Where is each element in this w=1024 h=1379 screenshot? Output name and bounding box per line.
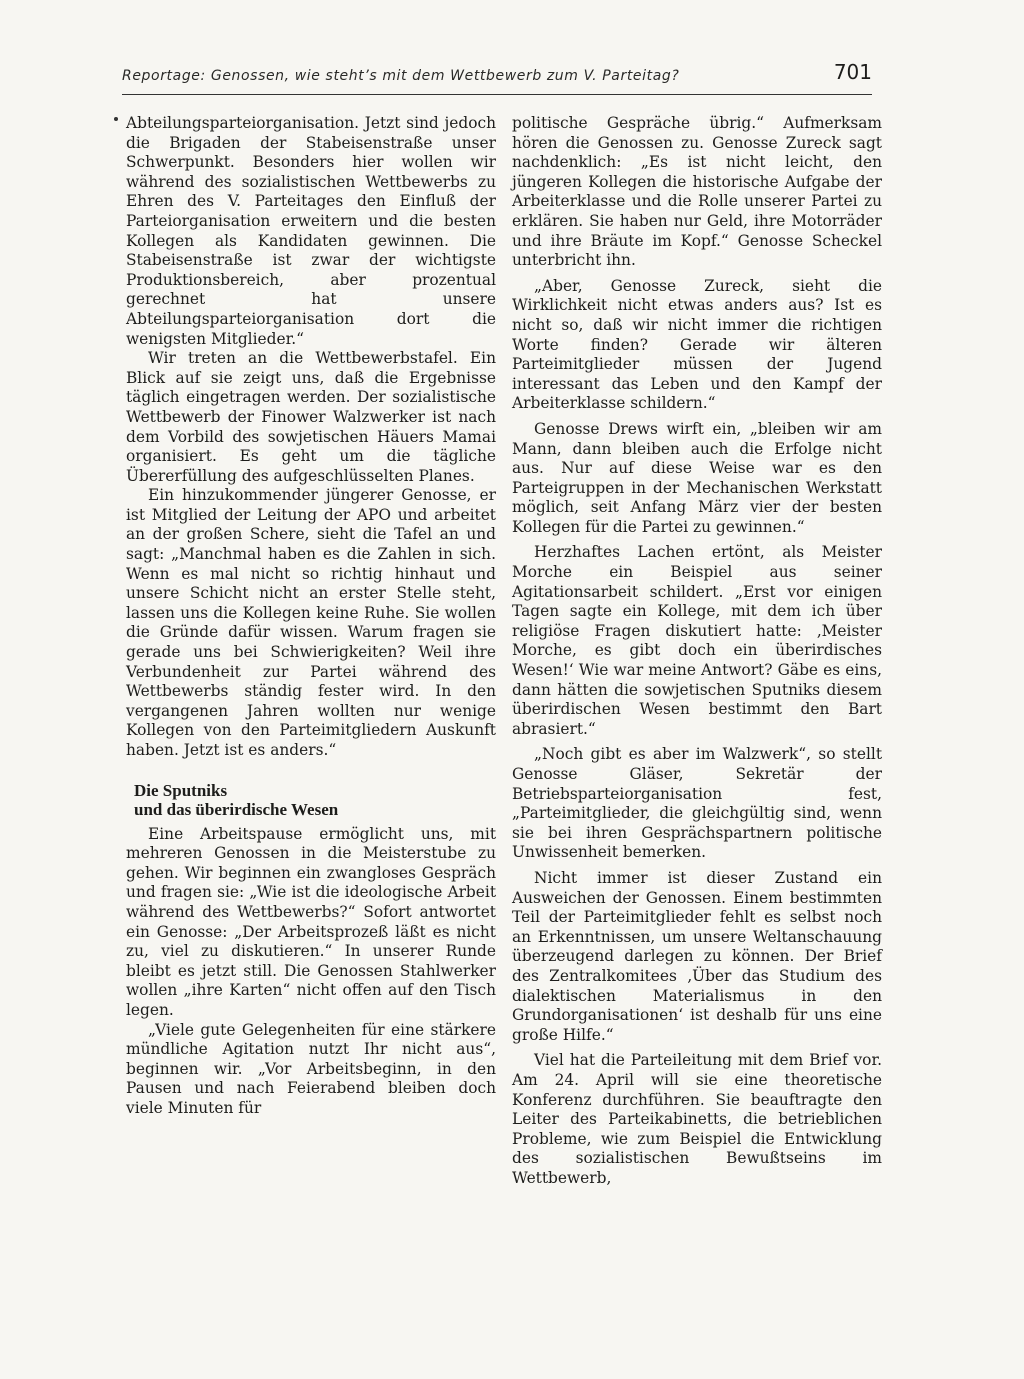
paragraph: Abteilungsparteiorganisation. Jetzt sind jedoch die Brigaden der Stabeisenstraße unser Schwerpunkt. Besonders hier wollen wir während des sozialistischen Wettbewerbs zu Ehren des V. Parteitages den Einfluß der Parteiorganisation erweitern und die besten Kollegen als Kandidaten gewinnen. Die Stabeisenstraße ist zwar der wichtigste Produktionsbereich, aber prozentual gerechnet hat unsere Abteilungsparteiorganisation dort die wenigsten Mitglieder.“ bbox=[126, 114, 496, 348]
paragraph: Nicht immer ist dieser Zustand ein Ausweichen der Genossen. Einem bestimmten Teil der Parteimitglieder fehlt es selbst noch an Erkenntnissen, um unsere Weltanschauung überzeugend darlegen zu können. Der Brief des Zentralkomitees ‚Über das Studium des dialektischen Materialismus in den Grundorganisationen‘ ist deshalb für uns eine große Hilfe.“ bbox=[512, 868, 882, 1044]
section-heading-line: und das überirdische Wesen bbox=[134, 799, 339, 819]
paragraph: Viel hat die Parteileitung mit dem Brief vor. Am 24. April will sie eine theoretische Konferenz durchführen. Sie beauftragte den Leiter des Parteikabinetts, die betrieblichen Probleme, wie zum Beispiel die Entwicklung des sozialistischen Bewußtseins im Wettbewerb, bbox=[512, 1051, 882, 1187]
paragraph: Wir treten an die Wettbewerbstafel. Ein Blick auf sie zeigt uns, daß die Ergebnisse täglich eingetragen werden. Der sozialistische Wettbewerb der Finower Walzwerker ist nach dem Vorbild des sowjetischen Häuers Mamai organisiert. Es geht um die tägliche Übererfüllung des aufgeschlüsselten Planes. bbox=[126, 349, 496, 485]
paragraph: Herzhaftes Lachen ertönt, als Meister Morche ein Beispiel aus seiner Agitationsarbeit schildert. „Erst vor einigen Tagen sagte ein Kollege, mit dem ich über religiöse Fragen diskutiert hatte: ‚Meister Morche, es gibt doch ein überirdisches Wesen!‘ Wie war meine Antwort? Gäbe es eins, dann hätten die sowjetischen Sputniks diesem überirdischen Wesen bestimmt den Bart abrasiert.“ bbox=[512, 543, 882, 738]
paragraph: politische Gespräche übrig.“ Aufmerksam hören die Genossen zu. Genosse Zureck sagt nachdenklich: „Es ist nicht leicht, den jüngeren Kollegen die historische Aufgabe der Arbeiterklasse und die Rolle unserer Partei zu erklären. Sie haben nur Geld, ihre Motorräder und ihre Bräute im Kopf.“ Genosse Scheckel unterbricht ihn. bbox=[512, 114, 882, 270]
paragraph: Eine Arbeitspause ermöglicht uns, mit mehreren Genossen in die Meisterstube zu gehen. Wir beginnen ein zwangloses Gespräch und fragen sie: „Wie ist die ideologische Arbeit während des Wettbewerbs?“ Sofort antwortet ein Genosse: „Der Arbeitsprozeß läßt es nicht zu, viel zu diskutieren.“ In unserer Runde bleibt es jetzt still. Die Genossen Stahlwerker wollen „ihre Karten“ nicht offen auf den Tisch legen. bbox=[126, 824, 496, 1019]
paragraph: Genosse Drews wirft ein, „bleiben wir am Mann, dann bleiben auch die Erfolge nicht aus. Nur auf diese Weise war es den Parteigruppen in der Mechanischen Werkstatt möglich, seit Anfang März vier der besten Kollegen für die Partei zu gewinnen.“ bbox=[512, 419, 882, 536]
paragraph: „Noch gibt es aber im Walzwerk“, so stellt Genosse Gläser, Sekretär der Betriebsparteiorganisation fest, „Parteimitglieder, die gleichgültig sind, wenn sie bei ihren Gesprächspartnern politische Unwissenheit bemerken. bbox=[512, 745, 882, 862]
section-heading-line: Die Sputniks bbox=[134, 780, 228, 800]
paragraph: „Aber, Genosse Zureck, sieht die Wirklichkeit nicht etwas anders aus? Ist es nicht so, daß wir nicht immer die richtigen Worte finden? Gerade wir älteren Parteimitglieder müssen der Jugend interessant das Leben und den Kampf der Arbeiterklasse schildern.“ bbox=[512, 276, 882, 413]
right-column bbox=[512, 114, 882, 1188]
left-column bbox=[126, 114, 496, 1119]
paragraph: Ein hinzukommender jüngerer Genosse, er ist Mitglied der Leitung der APO und arbeitet an der großen Schere, sieht die Tafel an und sagt: „Manchmal haben es die Zahlen in sich. Wenn es mal nicht so richtig hinhaut und unsere Schicht nicht an erster Stelle steht, lassen uns die Kollegen keine Ruhe. Sie wollen die Gründe dafür wissen. Warum fragen sie gerade uns bei Schwierigkeiten? Weil ihre Verbundenheit zur Partei während des Wettbewerbs ständig fester wird. In den vergangenen Jahren wollten nur wenige Kollegen von den Parteimitgliedern Auskunft haben. Jetzt ist es anders.“ bbox=[126, 486, 496, 759]
section-heading bbox=[134, 781, 496, 819]
page-header bbox=[122, 60, 872, 95]
print-speck bbox=[114, 117, 118, 121]
running-title: Reportage: Genossen, wie steht’s mit dem Wettbewerb zum V. Parteitag? bbox=[122, 68, 680, 84]
paragraph: „Viele gute Gelegenheiten für eine stärkere mündliche Agitation nutzt Ihr nicht aus“, beginnen wir. „Vor Arbeitsbeginn, in den Pausen und nach Feierabend bleiben doch viele Minuten für bbox=[126, 1020, 496, 1117]
page-number: 701 bbox=[833, 60, 872, 84]
